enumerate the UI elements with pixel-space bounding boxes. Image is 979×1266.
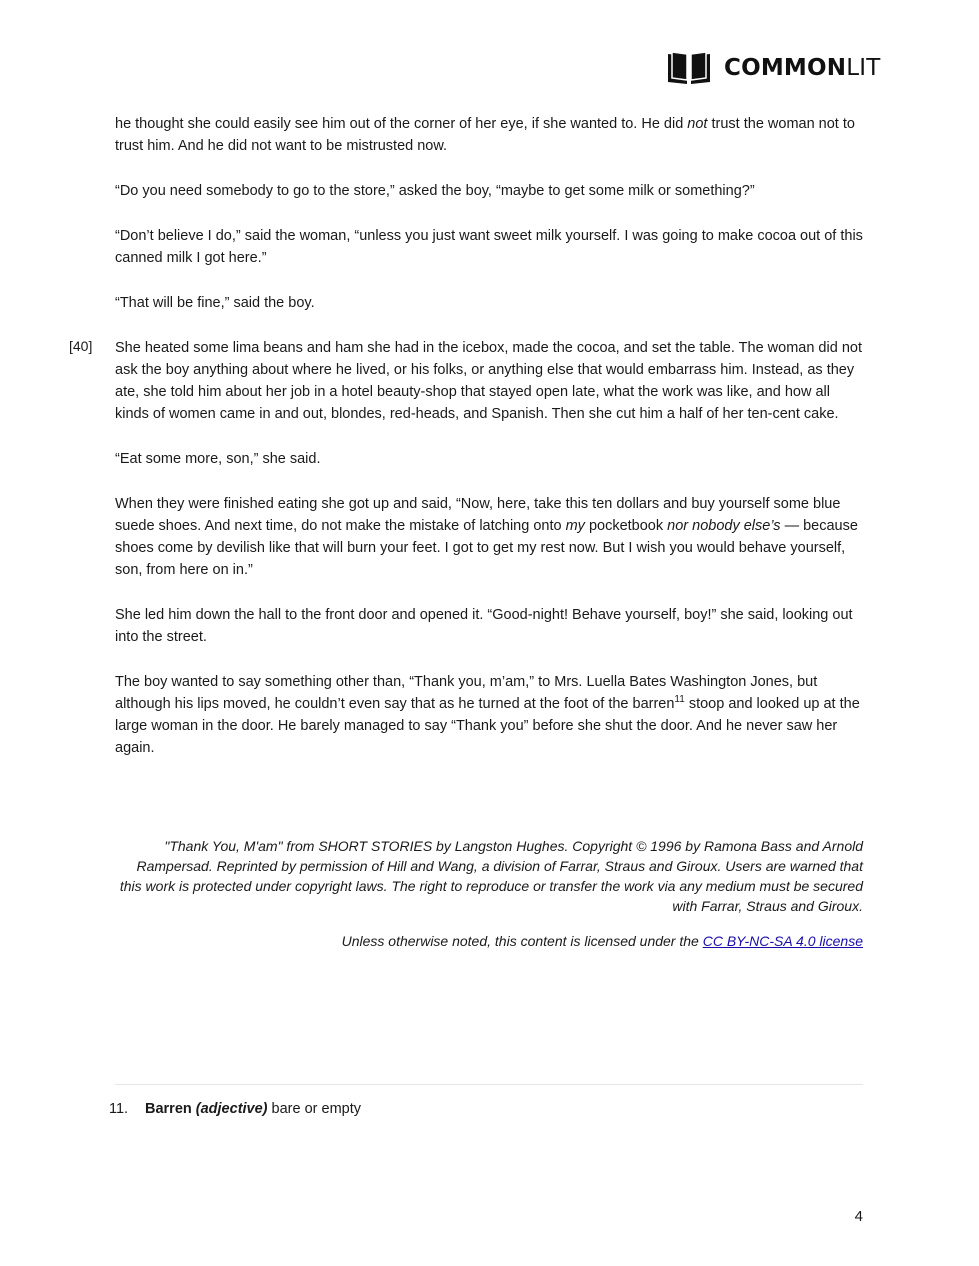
paragraph: When they were finished eating she got up and said, “Now, here, take this ten dollars and buy yourself some blue suede shoes. And next time, do not make the mistake of latching onto my pocketbook nor nobody else’s — because shoes come by devilish like that will burn your feet. I got to get my rest now. But I wish you would behave yourself, son, from here on in.”	[115, 496, 858, 578]
footnote-divider	[115, 1084, 863, 1085]
footnote-definition: bare or empty	[267, 1101, 362, 1117]
license-link[interactable]: CC BY-NC-SA 4.0 license	[702, 933, 863, 949]
footnote-pos: (adjective)	[195, 1101, 268, 1117]
page-number: 4	[854, 1208, 863, 1225]
paragraph: “Eat some more, son,” she said.	[115, 451, 321, 467]
paragraph: “That will be fine,” said the boy.	[115, 295, 315, 311]
paragraph-number: [40]	[69, 338, 93, 354]
open-book-icon	[666, 50, 712, 86]
footnote	[109, 1098, 361, 1120]
footnote-ref[interactable]: 11	[674, 694, 685, 705]
logo-wordmark: COMMONLIT	[724, 55, 881, 81]
paragraph: The boy wanted to say something other than, “Thank you, m’am,” to Mrs. Luella Bates Washington Jones, but although his lips moved, he couldn’t even say that as he turned at the foot of the barren$^{11}$ stoop and looked up at the large woman in the door. He barely managed to say “Thank you” before she shut the door. And he never saw her again.	[115, 674, 860, 756]
footnote-number: 11.	[109, 1101, 129, 1117]
license-note: Unless otherwise noted, this content is licensed under the CC BY-NC-SA 4.0 license	[341, 933, 863, 949]
paragraph-40: [40] She heated some lima beans and ham she had in the icebox, made the cocoa, and set the table. The woman did not ask the boy anything about where he lived, or his folks, or anything else that would embarrass him. Instead, as they ate, she told him about her job in a hotel beauty-shop that stayed open late, what the work was like, and how all kinds of women came in and out, blondes, red-heads, and Spanish. Then she cut him a half of her ten-cent cake.	[115, 337, 867, 425]
footnote-term: Barren	[145, 1101, 192, 1117]
commonlit-logo	[666, 50, 880, 86]
copyright-credit: "Thank You, M'am" from SHORT STORIES by Langston Hughes. Copyright © 1996 by Ramona Bass and Arnold Rampersad. Reprinted by permission of Hill and Wang, a division of Farrar, Straus and Giroux. Users are warned that this work is protected under copyright laws. The right to reproduce or transfer the work via any medium must be secured with Farrar, Straus and Giroux.	[119, 838, 863, 914]
story-text	[69, 113, 867, 782]
paragraph: he thought she could easily see him out of the corner of her eye, if she wanted to. He did not trust the woman not to trust him. And he did not want to be mistrusted now.	[115, 116, 855, 154]
paragraph: She led him down the hall to the front door and opened it. “Good-night! Behave yourself, boy!” she said, looking out into the street.	[115, 607, 853, 645]
paragraph: “Don’t believe I do,” said the woman, “unless you just want sweet milk yourself. I was going to make cocoa out of this canned milk I got here.”	[115, 228, 863, 266]
paragraph: “Do you need somebody to go to the store,” asked the boy, “maybe to get some milk or something?”	[115, 183, 755, 199]
